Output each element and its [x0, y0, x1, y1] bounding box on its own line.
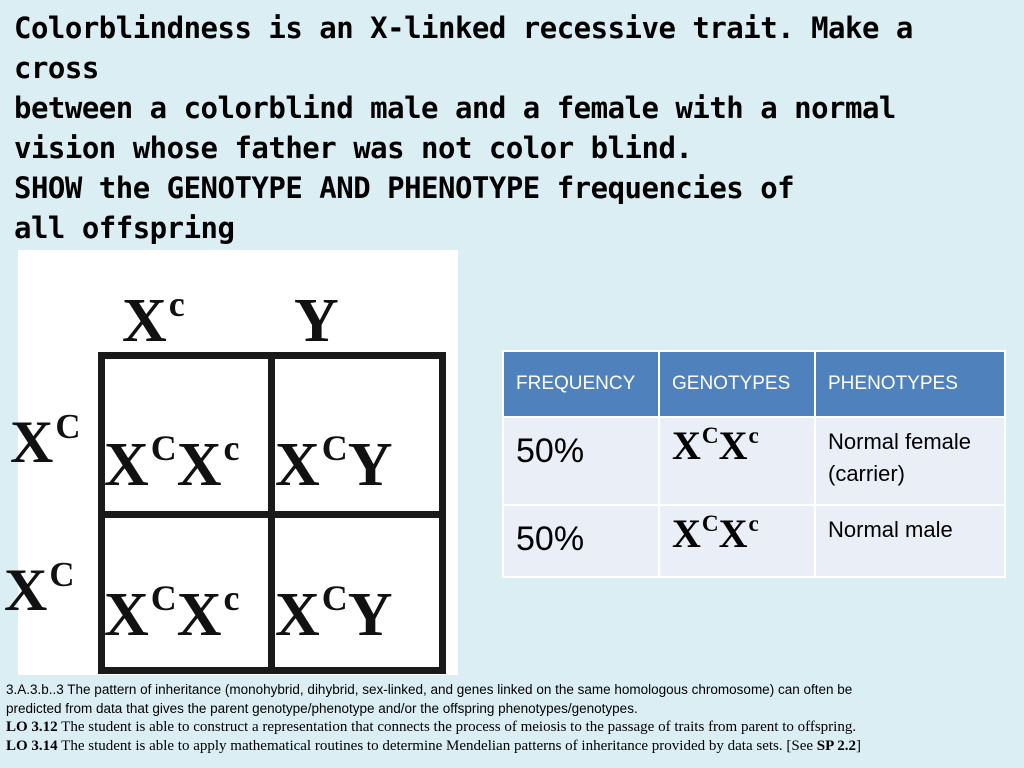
learning-objectives-footer	[6, 680, 1016, 756]
question-line-3: vision whose father was not color blind.	[14, 131, 693, 165]
phenotype-cell: Normal male	[815, 505, 1005, 577]
question-line-1: Colorblindness is an X-linked recessive trait. Make a cross	[14, 11, 913, 85]
question-line-5: all offspring	[14, 211, 235, 245]
phenotype-cell: Normal female (carrier)	[815, 417, 1005, 505]
question-line-2: between a colorblind male and a female with a normal	[14, 91, 896, 125]
table-row	[503, 505, 1005, 577]
header-frequency: FREQUENCY	[503, 351, 659, 417]
punnett-cell-2: $X^CY$	[275, 427, 393, 499]
question-line-4: SHOW the GENOTYPE AND PHENOTYPE frequencies of	[14, 171, 795, 205]
frequency-cell: 50%	[503, 417, 659, 505]
header-phenotypes: PHENOTYPES	[815, 351, 1005, 417]
column-allele-2: Y	[294, 287, 339, 355]
punnett-cell-1: $X^CX^c$	[104, 427, 240, 499]
row-allele-1: $X^C$	[10, 406, 81, 475]
footer-line-2: predicted from data that gives the parent genotype/phenotype and/or the offspring phenotypes/genotypes.	[6, 701, 638, 716]
table-header-row	[503, 351, 1005, 417]
header-genotypes: GENOTYPES	[659, 351, 815, 417]
table-row	[503, 417, 1005, 505]
frequency-table	[502, 350, 1006, 578]
footer-lo-3-12: LO 3.12 The student is able to construct a representation that connects the process of meiosis to the passage of traits from parent to offspring.	[6, 719, 857, 735]
footer-lo-3-14: LO 3.14 The student is able to apply mathematical routines to determine Mendelian patterns of inheritance provided by data sets. [See SP 2.2]	[6, 738, 861, 754]
genotype-cell: $X^CX^c$	[659, 505, 815, 577]
row-allele-2: $X^C$	[4, 554, 75, 623]
frequency-cell: 50%	[503, 505, 659, 577]
grid-horizontal-divider	[105, 511, 439, 518]
question-text	[14, 8, 1014, 248]
footer-line-1: 3.A.3.b..3 The pattern of inheritance (monohybrid, dihybrid, sex-linked, and genes linked on the same homologous chromosome) can often be	[6, 682, 853, 697]
column-allele-1: $X^c$	[122, 283, 185, 355]
punnett-cell-3: $X^CX^c$	[104, 577, 240, 649]
genotype-cell: $X^CX^c$	[659, 417, 815, 505]
punnett-cell-4: $X^CY$	[275, 577, 393, 649]
